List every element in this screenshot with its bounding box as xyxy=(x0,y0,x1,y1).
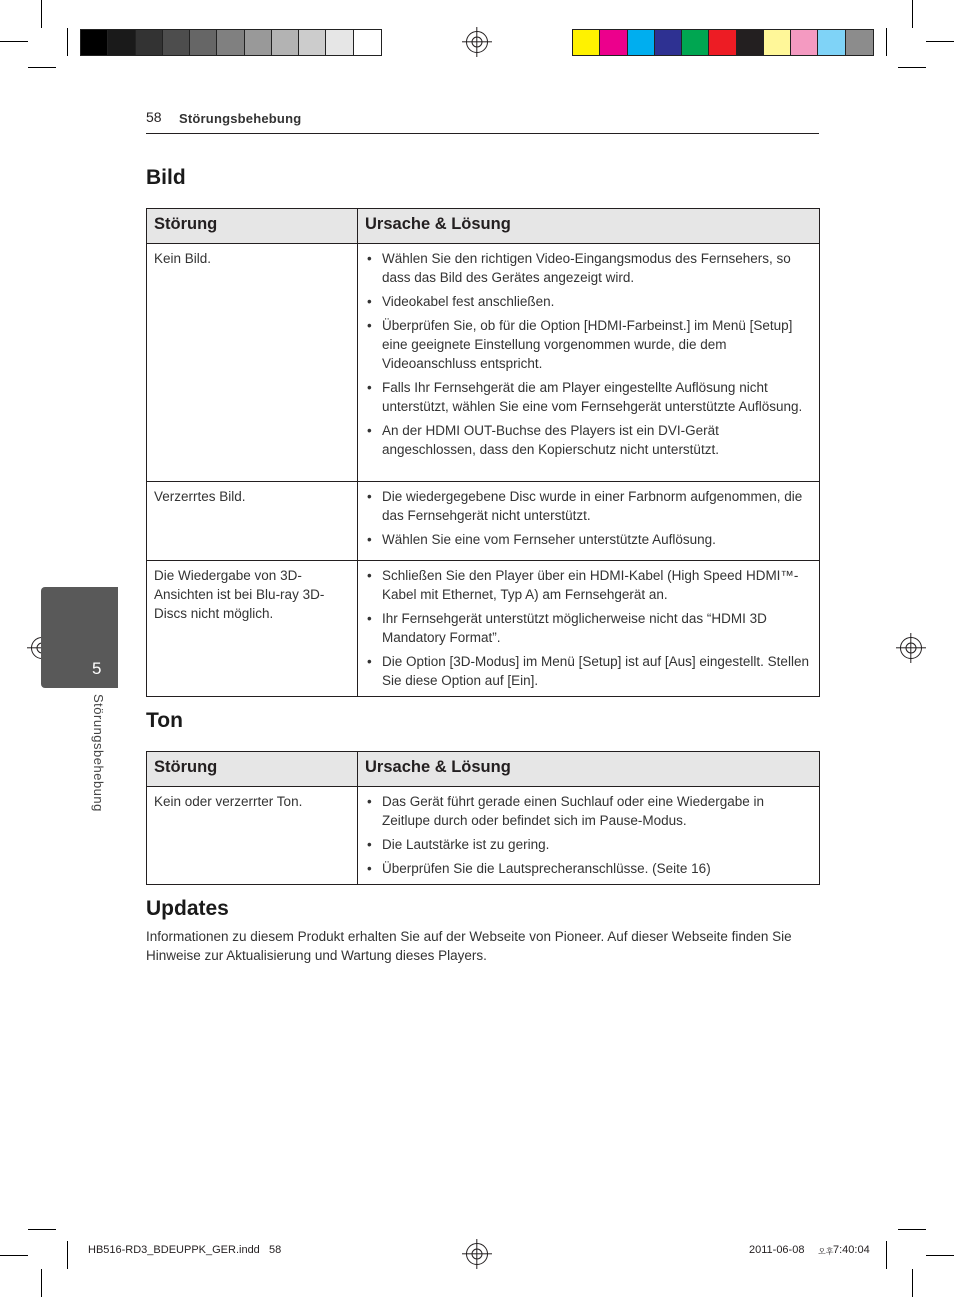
crop-mark xyxy=(898,1229,926,1230)
cause-item: • Wählen Sie eine vom Fernseher unterstützte Auflösung. xyxy=(365,530,812,549)
table-row xyxy=(147,244,820,482)
color-swatch xyxy=(190,30,217,55)
slug-time-glyph: 오후 xyxy=(818,1247,834,1256)
color-swatch xyxy=(573,30,600,55)
troubleshooting-table-bild xyxy=(146,208,820,697)
chapter-side-label: Störungsbehebung xyxy=(91,694,106,812)
cause-list xyxy=(365,249,812,459)
color-swatch xyxy=(764,30,791,55)
color-swatch xyxy=(272,30,299,55)
cause-item: • Überprüfen Sie, ob für die Option [HDMI-Farbeinst.] im Menü [Setup] eine geeignete Einstellung vorgenommen wurde, die dem Videoanschluss entspricht. xyxy=(365,316,812,373)
problem-cell: Kein oder verzerrter Ton. xyxy=(147,787,358,885)
crop-mark xyxy=(67,1241,68,1269)
crop-mark xyxy=(886,28,887,56)
column-header-cause: Ursache & Lösung xyxy=(358,209,820,244)
cause-item: • Schließen Sie den Player über ein HDMI-Kabel (High Speed HDMI™-Kabel mit Ethernet, Typ A) am Fernsehgerät an. xyxy=(365,566,812,604)
color-swatch xyxy=(354,30,381,55)
color-swatch xyxy=(81,30,108,55)
registration-mark-icon xyxy=(466,31,488,53)
cause-item: • Die Option [3D-Modus] im Menü [Setup] ist auf [Aus] eingestellt. Stellen Sie diese Option auf [Ein]. xyxy=(365,652,812,690)
column-header-problem: Störung xyxy=(147,209,358,244)
cause-cell xyxy=(358,787,820,885)
cause-list xyxy=(365,487,812,549)
crop-mark xyxy=(912,1269,913,1297)
table-row xyxy=(147,561,820,697)
slug-time: 7:40:04 xyxy=(833,1244,870,1256)
cause-item: • Das Gerät führt gerade einen Suchlauf oder eine Wiedergabe in Zeitlupe durch oder befindet sich im Pause-Modus. xyxy=(365,792,812,830)
cause-cell xyxy=(358,561,820,697)
color-swatch xyxy=(791,30,818,55)
color-swatch xyxy=(299,30,326,55)
cause-item: • Falls Ihr Fernsehgerät die am Player eingestellte Auflösung nicht unterstützt, wählen Sie eine vom Fernsehgerät unterstützte Auflösung. xyxy=(365,378,812,416)
crop-mark xyxy=(67,28,68,56)
color-swatch xyxy=(682,30,709,55)
cause-item: • An der HDMI OUT-Buchse des Players ist ein DVI-Gerät angeschlossen, dass den Kopierschutz nicht unterstützt. xyxy=(365,421,812,459)
column-header-problem: Störung xyxy=(147,752,358,787)
crop-mark xyxy=(912,0,913,28)
crop-mark xyxy=(886,1241,887,1269)
color-swatch xyxy=(818,30,845,55)
crop-mark xyxy=(926,41,954,42)
running-head: Störungsbehebung xyxy=(179,111,302,126)
color-swatch xyxy=(217,30,244,55)
crop-mark xyxy=(41,1269,42,1297)
section-heading-updates: Updates xyxy=(146,897,229,920)
chapter-side-tab xyxy=(41,587,118,688)
slug-date: 2011-06-08 xyxy=(749,1244,805,1256)
cause-item: • Die Lautstärke ist zu gering. xyxy=(365,835,812,854)
cause-list xyxy=(365,566,812,690)
table-row xyxy=(147,787,820,885)
cause-list xyxy=(365,792,812,878)
process-color-bar xyxy=(572,29,874,56)
color-swatch xyxy=(628,30,655,55)
color-swatch xyxy=(108,30,135,55)
crop-mark xyxy=(926,1255,954,1256)
color-swatch xyxy=(600,30,627,55)
problem-cell: Die Wiedergabe von 3D-Ansichten ist bei Blu-ray 3D-Discs nicht möglich. xyxy=(147,561,358,697)
color-swatch xyxy=(136,30,163,55)
crop-mark xyxy=(28,1229,56,1230)
problem-cell: Kein Bild. xyxy=(147,244,358,482)
table-header-row xyxy=(147,209,820,244)
color-swatch xyxy=(326,30,353,55)
color-swatch xyxy=(655,30,682,55)
header-rule xyxy=(146,133,819,134)
cause-item: • Videokabel fest anschließen. xyxy=(365,292,812,311)
registration-mark-icon xyxy=(466,1243,488,1265)
table-header-row xyxy=(147,752,820,787)
chapter-number: 5 xyxy=(92,659,102,678)
color-swatch xyxy=(846,30,873,55)
color-swatch xyxy=(709,30,736,55)
cause-item: • Die wiedergegebene Disc wurde in einer Farbnorm aufgenommen, die das Fernsehgerät nicht unterstützt. xyxy=(365,487,812,525)
problem-cell: Verzerrtes Bild. xyxy=(147,482,358,561)
color-swatch xyxy=(163,30,190,55)
section-heading-ton: Ton xyxy=(146,709,183,732)
column-header-cause: Ursache & Lösung xyxy=(358,752,820,787)
slug-filename: HB516-RD3_BDEUPPK_GER.indd 58 xyxy=(88,1244,282,1256)
crop-mark xyxy=(0,1255,28,1256)
section-heading-bild: Bild xyxy=(146,166,186,189)
crop-mark xyxy=(28,67,56,68)
registration-mark-icon xyxy=(900,637,922,659)
cause-item: • Ihr Fernsehgerät unterstützt möglicherweise nicht das “HDMI 3D Mandatory Format”. xyxy=(365,609,812,647)
cause-cell xyxy=(358,244,820,482)
crop-mark xyxy=(0,41,28,42)
crop-mark xyxy=(898,67,926,68)
troubleshooting-table-ton xyxy=(146,751,820,885)
cause-item: • Wählen Sie den richtigen Video-Eingangsmodus des Fernsehers, so dass das Bild des Gerätes angezeigt wird. xyxy=(365,249,812,287)
crop-mark xyxy=(41,0,42,28)
cause-item: • Überprüfen Sie die Lautsprecheranschlüsse. (Seite 16) xyxy=(365,859,812,878)
cause-cell xyxy=(358,482,820,561)
updates-paragraph: Informationen zu diesem Produkt erhalten Sie auf der Webseite von Pioneer. Auf dieser Webseite finden Sie Hinweise zur Aktualisierung und Wartung dieses Players. xyxy=(146,929,792,963)
grayscale-color-bar xyxy=(80,29,382,56)
color-swatch xyxy=(737,30,764,55)
table-row xyxy=(147,482,820,561)
page-number: 58 xyxy=(146,109,162,125)
color-swatch xyxy=(245,30,272,55)
